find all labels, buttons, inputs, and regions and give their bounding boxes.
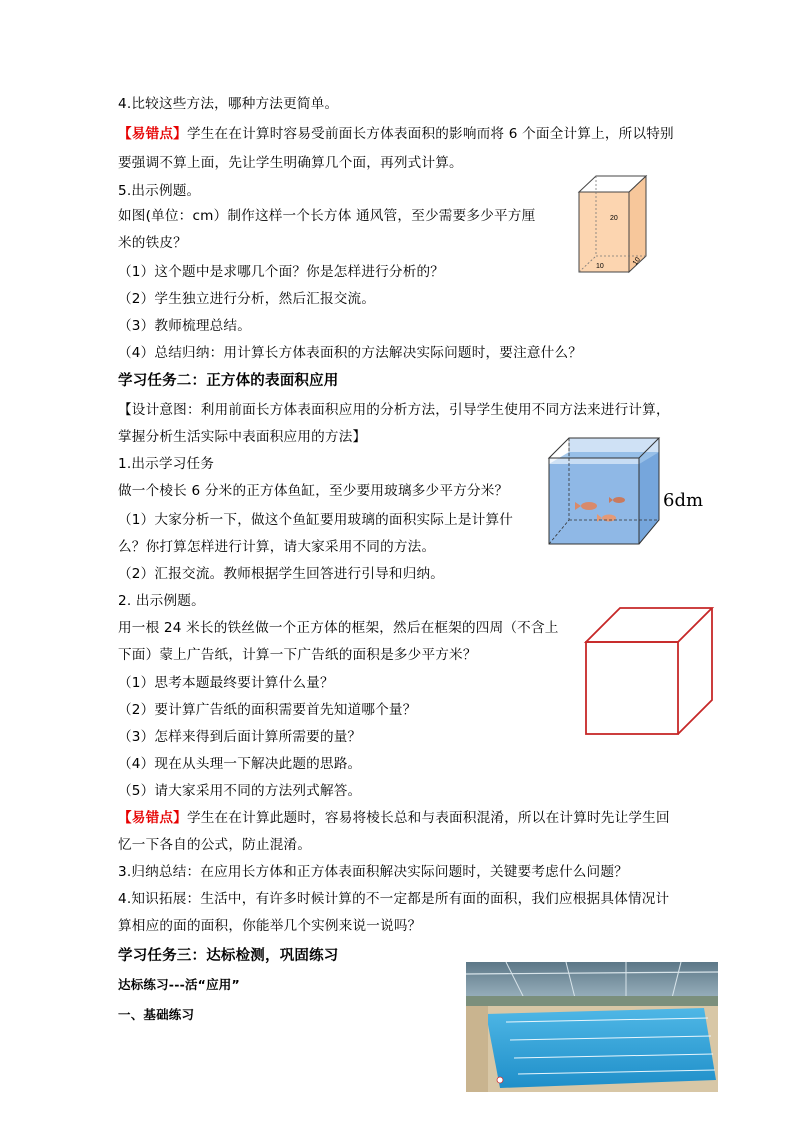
task-2-item-3: 3.归纳总结：在应用长方体和正方体表面积解决实际问题时，关键要考虑什么问题？ xyxy=(118,864,628,880)
example-1-line-2: 米的铁皮？ xyxy=(118,235,187,251)
tip-label: 【易错点】 xyxy=(118,126,187,142)
analysis-1-line-2: 么？你打算怎样进行计算，请大家采用不同的方法。 xyxy=(118,539,436,555)
tip-2-line-2: 忆一下各自的公式，防止混淆。 xyxy=(118,837,312,853)
fish-icon xyxy=(613,497,625,503)
example-2-line-2: 下面）蒙上广告纸，计算一下广告纸的面积是多少平方米？ xyxy=(118,647,477,663)
cube-frame-figure xyxy=(582,604,716,738)
question-1: （1）这个题中是求哪几个面？你是怎样进行分析的？ xyxy=(118,264,445,280)
tip-text: 学生在在计算时容易受前面长方体表面积的影响而将 6 个面全计算上，所以特别 xyxy=(186,126,674,142)
fish-icon xyxy=(581,502,597,510)
design-intent-line-2: 掌握分析生活实际中表面积应用的方法】 xyxy=(118,429,367,445)
step-5: （5）请大家采用不同的方法列式解答。 xyxy=(118,783,362,799)
example-1-line-1: 如图(单位：cm）制作这样一个长方体 通风管，至少需要多少平方厘 xyxy=(118,208,536,224)
height-label: 20 xyxy=(610,215,618,222)
step-2: （2）要计算广告纸的面积需要首先知道哪个量？ xyxy=(118,702,417,718)
item-4: 4.比较这些方法，哪种方法更简单。 xyxy=(118,96,339,112)
step-4: （4）现在从头理一下解决此题的思路。 xyxy=(118,756,362,772)
fish-tank-figure xyxy=(543,434,703,550)
question-3: （3）教师梳理总结。 xyxy=(118,318,251,334)
design-intent-line-1: 【设计意图：利用前面长方体表面积应用的分析方法，引导学生使用不同方法来进行计算， xyxy=(118,402,670,418)
tip-2-line-1 xyxy=(118,808,670,828)
tip-line-1 xyxy=(118,124,674,144)
analysis-1-line-1: （1）大家分析一下，做这个鱼缸要用玻璃的面积实际上是计算什 xyxy=(118,512,514,528)
fish-tank-task: 做一个棱长 6 分米的正方体鱼缸，至少要用玻璃多少平方分米？ xyxy=(118,483,509,499)
task-2-item-2: 2. 出示例题。 xyxy=(118,593,205,609)
length-label: 10 xyxy=(596,263,604,270)
rectangular-prism-figure xyxy=(574,170,650,274)
item-5: 5.出示例题。 xyxy=(118,183,201,199)
swimming-pool-photo xyxy=(466,962,718,1092)
basic-practice-heading: 一、基础练习 xyxy=(118,1007,195,1022)
step-1: （1）思考本题最终要计算什么量？ xyxy=(118,675,334,691)
task-2-item-4-line-1: 4.知识拓展：生活中，有许多时候计算的不一定都是所有面的面积，我们应根据具体情况计 xyxy=(118,891,670,907)
example-2-line-1: 用一根 24 米长的铁丝做一个正方体的框架，然后在框架的四周（不含上 xyxy=(118,620,559,636)
task-2-item-1: 1.出示学习任务 xyxy=(118,456,215,472)
question-4: （4）总结归纳：用计算长方体表面积的方法解决实际问题时，要注意什么？ xyxy=(118,345,583,361)
tip-2-text: 学生在在计算此题时，容易将棱长总和与表面积混淆，所以在计算时先让学生回 xyxy=(186,810,670,826)
analysis-2: （2）汇报交流。教师根据学生回答进行引导和归纳。 xyxy=(118,566,445,582)
task-3-subheading: 达标练习---活“应用” xyxy=(118,977,240,992)
width-label: 10 xyxy=(631,256,643,267)
question-2: （2）学生独立进行分析，然后汇报交流。 xyxy=(118,291,376,307)
task-2-item-4-line-2: 算相应的面的面积，你能举几个实例来说一说吗？ xyxy=(118,918,422,934)
task-2-heading: 学习任务二：正方体的表面积应用 xyxy=(118,373,339,389)
fish-icon xyxy=(602,515,616,522)
tip-line-2: 要强调不算上面，先让学生明确算几个面，再列式计算。 xyxy=(118,155,463,171)
edge-length-label: 6dm xyxy=(663,490,703,511)
step-3: （3）怎样来得到后面计算所需要的量？ xyxy=(118,729,362,745)
tip-2-label: 【易错点】 xyxy=(118,810,187,826)
task-3-heading: 学习任务三：达标检测，巩固练习 xyxy=(118,948,339,964)
